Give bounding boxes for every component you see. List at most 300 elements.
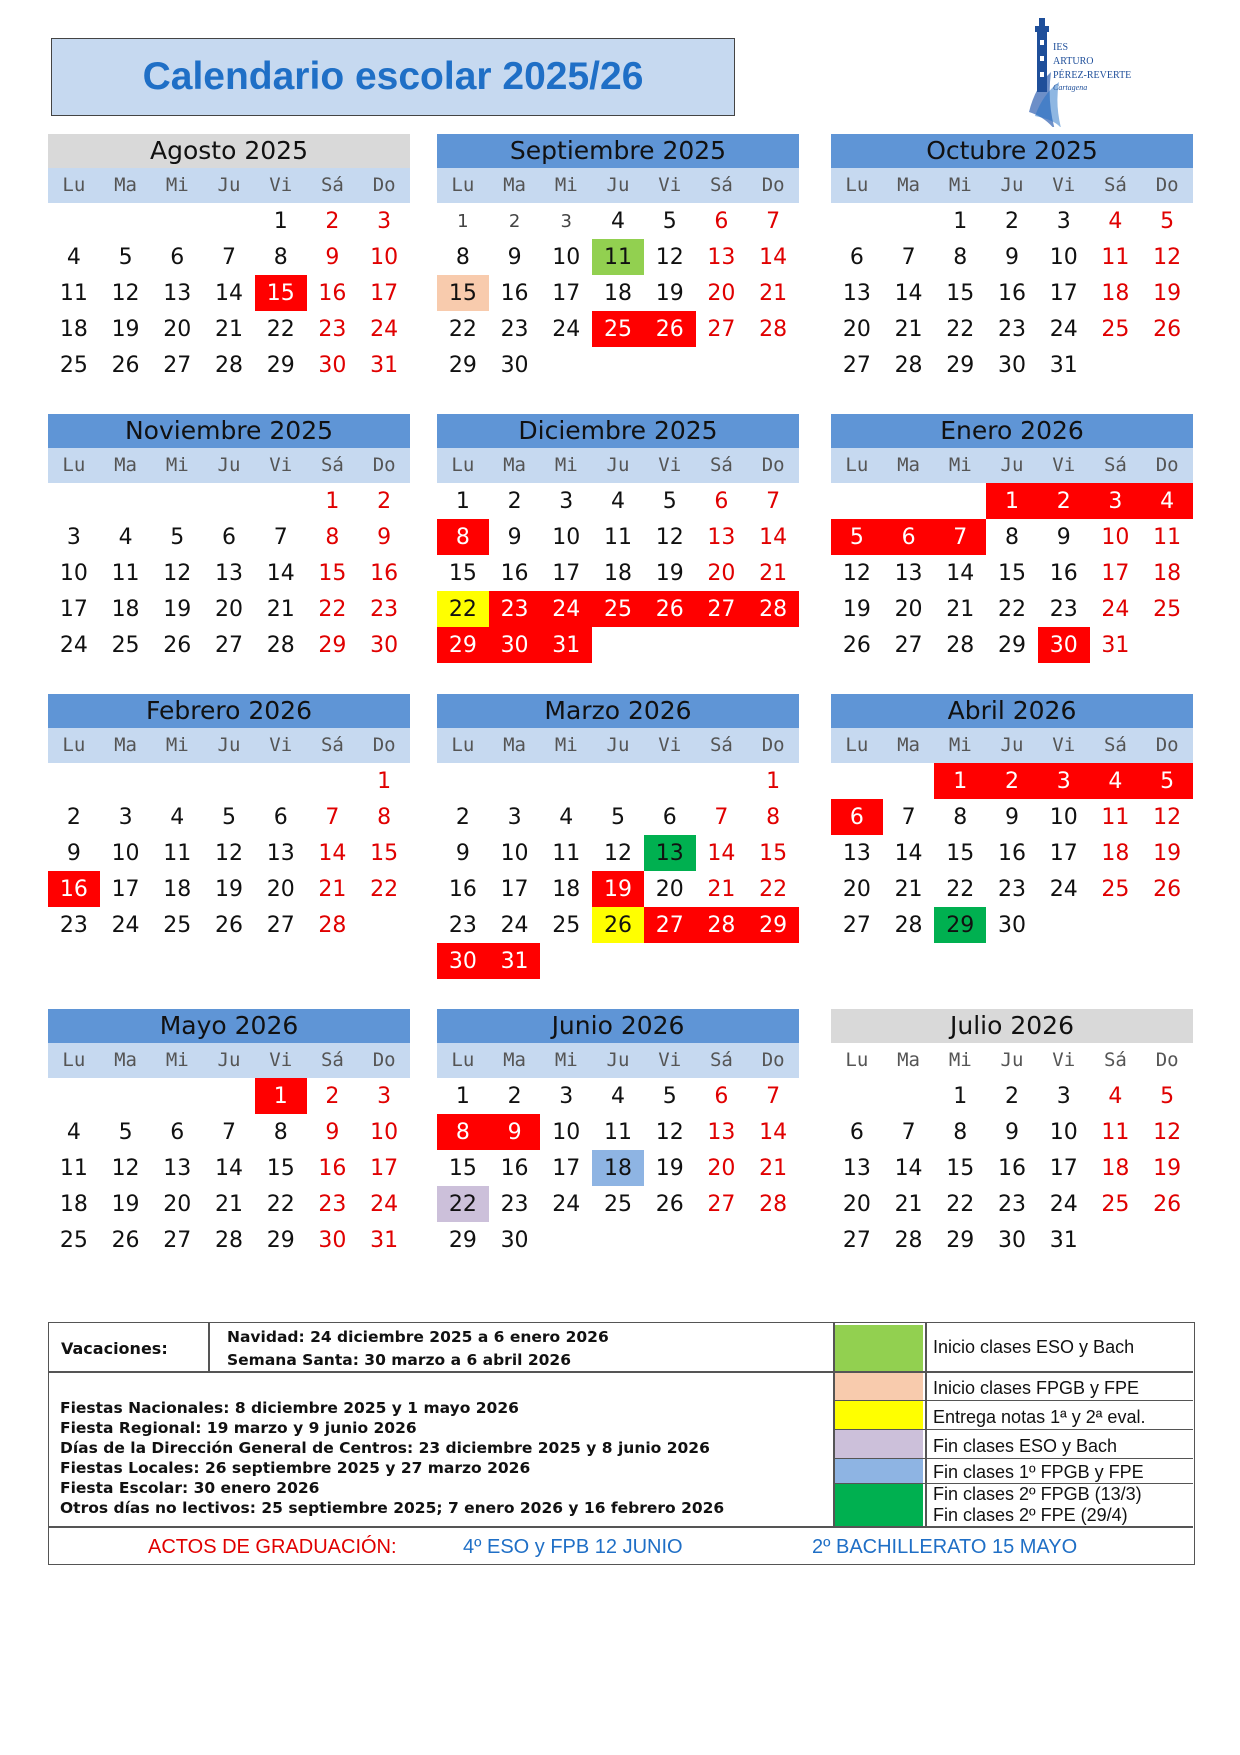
weekday-label: Mi <box>554 174 578 196</box>
graduation-bach: 2º BACHILLERATO 15 MAYO <box>812 1536 1078 1558</box>
day-cell: 15 <box>946 280 975 306</box>
empty-cell <box>255 763 307 799</box>
swatch-light-green <box>835 1325 923 1371</box>
day-cell: 15 <box>759 840 788 866</box>
weekday-label: Mi <box>165 1049 189 1071</box>
day-cell: 3 <box>1090 483 1142 519</box>
day-cell: 2 <box>507 488 522 514</box>
day-cell: 14 <box>214 1155 243 1181</box>
month-title: Julio 2026 <box>831 1009 1193 1043</box>
day-cell: 2 <box>1004 1083 1019 1109</box>
day-cell: 28 <box>894 352 923 378</box>
day-cell: 1 <box>457 210 469 232</box>
day-cell: 26 <box>592 907 644 943</box>
day-grid <box>831 1078 1193 1258</box>
day-cell: 8 <box>1004 524 1019 550</box>
day-cell: 3 <box>507 804 522 830</box>
month-5 <box>831 414 1193 663</box>
svg-text:Cartagena: Cartagena <box>1053 83 1088 92</box>
day-cell: 27 <box>842 1227 871 1253</box>
day-cell: 17 <box>552 1155 581 1181</box>
weekday-label: Lu <box>451 454 475 476</box>
weekday-label: Vi <box>658 174 682 196</box>
day-cell: 19 <box>1153 840 1182 866</box>
empty-cell <box>437 763 489 799</box>
day-cell: 11 <box>163 840 192 866</box>
day-cell: 16 <box>500 1155 529 1181</box>
day-cell: 24 <box>500 912 529 938</box>
weekday-label: Sá <box>320 174 344 196</box>
day-cell: 20 <box>163 1191 192 1217</box>
weekday-label: Sá <box>320 454 344 476</box>
day-cell: 30 <box>318 352 347 378</box>
day-cell: 8 <box>953 244 968 270</box>
weekday-label: Ma <box>503 734 526 756</box>
key-inicio-eso: Inicio clases ESO y Bach <box>933 1337 1135 1357</box>
legend <box>48 1322 1195 1565</box>
day-cell: 23 <box>318 1191 347 1217</box>
day-cell: 10 <box>370 244 399 270</box>
month-6 <box>48 694 410 943</box>
day-cell: 21 <box>759 1155 788 1181</box>
day-cell: 21 <box>266 596 295 622</box>
weekday-label: Do <box>1155 734 1179 756</box>
day-cell: 24 <box>552 1191 581 1217</box>
day-cell: 19 <box>842 596 871 622</box>
day-cell: 21 <box>318 876 347 902</box>
day-cell: 30 <box>997 1227 1026 1253</box>
day-cell: 24 <box>370 316 399 342</box>
day-cell: 26 <box>842 632 871 658</box>
weekday-label: Vi <box>658 734 682 756</box>
day-cell: 13 <box>707 244 736 270</box>
day-cell: 20 <box>842 1191 871 1217</box>
day-cell: 24 <box>552 316 581 342</box>
empty-cell <box>592 763 644 799</box>
day-cell: 10 <box>500 840 529 866</box>
day-cell: 30 <box>997 912 1026 938</box>
day-cell: 21 <box>894 876 923 902</box>
day-cell: 19 <box>655 1155 684 1181</box>
weekday-label: Mi <box>554 734 578 756</box>
day-cell: 24 <box>540 591 592 627</box>
empty-cell <box>151 483 203 519</box>
day-cell: 19 <box>1153 280 1182 306</box>
day-cell: 15 <box>448 560 477 586</box>
day-grid <box>48 763 410 943</box>
weekday-label: Vi <box>269 734 293 756</box>
day-cell: 18 <box>1101 840 1130 866</box>
day-cell: 29 <box>747 907 799 943</box>
month-title: Agosto 2025 <box>48 134 410 168</box>
note-otros-dias: Otros días no lectivos: 25 septiembre 2025; 7 enero 2026 y 16 febrero 2026 <box>60 1499 725 1517</box>
weekday-label: Do <box>761 1049 785 1071</box>
day-cell: 20 <box>707 560 736 586</box>
day-cell: 17 <box>552 560 581 586</box>
day-cell: 25 <box>1153 596 1182 622</box>
day-cell: 11 <box>111 560 140 586</box>
day-cell: 8 <box>377 804 392 830</box>
day-cell: 29 <box>934 907 986 943</box>
day-cell: 18 <box>552 876 581 902</box>
day-cell: 7 <box>325 804 340 830</box>
day-cell: 26 <box>111 352 140 378</box>
empty-cell <box>883 1078 935 1114</box>
key-entrega-notas: Entrega notas 1ª y 2ª eval. <box>933 1407 1146 1427</box>
weekday-label: Ma <box>114 454 137 476</box>
month-2 <box>831 134 1193 383</box>
day-cell: 11 <box>1101 1119 1130 1145</box>
weekday-label: Ma <box>114 734 137 756</box>
day-cell: 11 <box>552 840 581 866</box>
day-cell: 13 <box>707 1119 736 1145</box>
month-title: Junio 2026 <box>437 1009 799 1043</box>
day-cell: 5 <box>1160 208 1175 234</box>
day-cell: 2 <box>377 488 392 514</box>
day-cell: 5 <box>1160 1083 1175 1109</box>
weekday-label: Ma <box>503 1049 526 1071</box>
day-cell: 9 <box>1004 244 1019 270</box>
day-cell: 23 <box>318 316 347 342</box>
empty-cell <box>48 1078 100 1114</box>
svg-text:ARTURO: ARTURO <box>1053 56 1094 67</box>
day-cell: 15 <box>255 275 307 311</box>
weekday-label: Ju <box>217 1049 241 1071</box>
day-cell: 31 <box>489 943 541 979</box>
weekday-row <box>437 448 799 483</box>
day-cell: 22 <box>759 876 788 902</box>
day-cell: 21 <box>214 1191 243 1217</box>
day-cell: 19 <box>1153 1155 1182 1181</box>
day-cell: 8 <box>273 244 288 270</box>
weekday-row <box>48 448 410 483</box>
month-4 <box>437 414 799 663</box>
key-inicio-fpgb: Inicio clases FPGB y FPE <box>933 1378 1140 1398</box>
day-cell: 2 <box>508 210 521 232</box>
weekday-label: Mi <box>948 454 972 476</box>
day-cell: 31 <box>370 1227 399 1253</box>
day-cell: 19 <box>163 596 192 622</box>
day-cell: 6 <box>883 519 935 555</box>
day-cell: 12 <box>1153 244 1182 270</box>
weekday-label: Vi <box>269 174 293 196</box>
day-cell: 3 <box>560 210 572 232</box>
empty-cell <box>203 1078 255 1114</box>
day-cell: 17 <box>1049 840 1078 866</box>
day-cell: 12 <box>111 280 140 306</box>
month-title: Abril 2026 <box>831 694 1193 728</box>
day-cell: 2 <box>325 1083 340 1109</box>
weekday-label: Mi <box>554 1049 578 1071</box>
day-cell: 12 <box>1153 1119 1182 1145</box>
semana-santa-note: Semana Santa: 30 marzo a 6 abril 2026 <box>227 1351 571 1369</box>
day-cell: 6 <box>662 804 677 830</box>
weekday-label: Lu <box>62 454 86 476</box>
month-0 <box>48 134 410 383</box>
day-cell: 3 <box>559 1083 574 1109</box>
key-fin-2-fpgb: Fin clases 2º FPGB (13/3) <box>933 1484 1142 1504</box>
day-cell: 25 <box>1101 876 1130 902</box>
weekday-row <box>831 728 1193 763</box>
day-cell: 5 <box>221 804 236 830</box>
weekday-label: Ma <box>897 1049 920 1071</box>
day-cell: 20 <box>266 876 295 902</box>
day-cell: 13 <box>163 280 192 306</box>
day-cell: 10 <box>552 1119 581 1145</box>
empty-cell <box>255 483 307 519</box>
day-cell: 25 <box>111 632 140 658</box>
day-cell: 22 <box>946 876 975 902</box>
day-cell: 18 <box>163 876 192 902</box>
day-cell: 20 <box>655 876 684 902</box>
day-cell: 31 <box>370 352 399 378</box>
empty-cell <box>100 1078 152 1114</box>
day-cell: 24 <box>370 1191 399 1217</box>
day-cell: 1 <box>325 488 340 514</box>
weekday-label: Mi <box>165 174 189 196</box>
day-cell: 9 <box>1056 524 1071 550</box>
navidad-note: Navidad: 24 diciembre 2025 a 6 enero 2026 <box>227 1328 609 1346</box>
day-cell: 4 <box>610 488 625 514</box>
month-title: Octubre 2025 <box>831 134 1193 168</box>
svg-text:IES: IES <box>1053 42 1068 53</box>
day-cell: 16 <box>318 280 347 306</box>
day-cell: 19 <box>111 316 140 342</box>
day-cell: 31 <box>1049 1227 1078 1253</box>
month-1 <box>437 134 799 383</box>
weekday-row <box>437 168 799 203</box>
day-cell: 22 <box>946 1191 975 1217</box>
weekday-row <box>48 728 410 763</box>
day-cell: 27 <box>696 591 748 627</box>
weekday-label: Lu <box>845 174 869 196</box>
day-cell: 28 <box>266 632 295 658</box>
weekday-label: Do <box>372 1049 396 1071</box>
month-title: Febrero 2026 <box>48 694 410 728</box>
empty-cell <box>489 763 541 799</box>
day-cell: 14 <box>946 560 975 586</box>
day-cell: 9 <box>66 840 81 866</box>
day-grid <box>48 203 410 383</box>
weekday-label: Mi <box>948 734 972 756</box>
day-cell: 10 <box>1049 1119 1078 1145</box>
day-cell: 23 <box>1049 596 1078 622</box>
day-cell: 27 <box>214 632 243 658</box>
day-cell: 2 <box>507 1083 522 1109</box>
day-cell: 23 <box>500 1191 529 1217</box>
key-fin-2-fpe: Fin clases 2º FPE (29/4) <box>933 1505 1128 1525</box>
day-cell: 15 <box>266 1155 295 1181</box>
weekday-label: Do <box>372 174 396 196</box>
day-cell: 1 <box>455 488 470 514</box>
day-cell: 22 <box>266 316 295 342</box>
day-cell: 11 <box>1153 524 1182 550</box>
day-cell: 22 <box>437 1186 489 1222</box>
day-cell: 18 <box>1153 560 1182 586</box>
day-cell: 17 <box>552 280 581 306</box>
day-cell: 20 <box>842 876 871 902</box>
weekday-label: Sá <box>709 734 733 756</box>
day-cell: 6 <box>714 1083 729 1109</box>
day-cell: 22 <box>318 596 347 622</box>
day-cell: 16 <box>318 1155 347 1181</box>
empty-cell <box>307 763 359 799</box>
day-cell: 2 <box>66 804 81 830</box>
day-cell: 27 <box>707 1191 736 1217</box>
empty-cell <box>883 203 935 239</box>
day-cell: 6 <box>831 799 883 835</box>
day-cell: 13 <box>842 1155 871 1181</box>
weekday-label: Ju <box>1000 1049 1024 1071</box>
day-cell: 4 <box>610 208 625 234</box>
day-cell: 14 <box>894 280 923 306</box>
weekday-label: Ju <box>606 174 630 196</box>
day-cell: 16 <box>500 280 529 306</box>
weekday-label: Sá <box>320 1049 344 1071</box>
empty-cell <box>831 483 883 519</box>
day-cell: 28 <box>747 591 799 627</box>
day-cell: 21 <box>946 596 975 622</box>
day-cell: 6 <box>170 1119 185 1145</box>
day-cell: 25 <box>59 352 88 378</box>
weekday-label: Lu <box>62 174 86 196</box>
day-cell: 28 <box>894 1227 923 1253</box>
day-cell: 19 <box>655 560 684 586</box>
day-cell: 10 <box>552 244 581 270</box>
day-cell: 9 <box>1004 804 1019 830</box>
day-cell: 19 <box>655 280 684 306</box>
day-cell: 29 <box>448 352 477 378</box>
day-cell: 16 <box>997 1155 1026 1181</box>
day-cell: 12 <box>655 244 684 270</box>
weekday-label: Lu <box>845 734 869 756</box>
day-cell: 4 <box>1141 483 1193 519</box>
day-cell: 18 <box>592 1150 644 1186</box>
weekday-row <box>437 1043 799 1078</box>
weekday-label: Vi <box>269 454 293 476</box>
day-cell: 4 <box>66 244 81 270</box>
day-cell: 28 <box>759 1191 788 1217</box>
day-cell: 25 <box>1101 316 1130 342</box>
day-cell: 5 <box>662 1083 677 1109</box>
note-fiesta-regional: Fiesta Regional: 19 marzo y 9 junio 2026 <box>60 1419 417 1437</box>
day-cell: 7 <box>221 1119 236 1145</box>
day-cell: 28 <box>318 912 347 938</box>
day-cell: 2 <box>455 804 470 830</box>
day-cell: 22 <box>946 316 975 342</box>
day-cell: 24 <box>1049 1191 1078 1217</box>
day-cell: 8 <box>953 804 968 830</box>
day-cell: 19 <box>111 1191 140 1217</box>
day-cell: 14 <box>894 1155 923 1181</box>
day-cell: 21 <box>894 316 923 342</box>
day-cell: 28 <box>214 1227 243 1253</box>
day-cell: 30 <box>1038 627 1090 663</box>
day-cell: 6 <box>273 804 288 830</box>
day-cell: 18 <box>603 560 632 586</box>
day-cell: 18 <box>603 280 632 306</box>
day-cell: 11 <box>1101 244 1130 270</box>
day-cell: 5 <box>118 244 133 270</box>
day-cell: 25 <box>552 912 581 938</box>
day-cell: 26 <box>1153 876 1182 902</box>
day-cell: 1 <box>953 1083 968 1109</box>
day-cell: 28 <box>946 632 975 658</box>
day-cell: 1 <box>455 1083 470 1109</box>
day-cell: 23 <box>997 316 1026 342</box>
day-cell: 7 <box>714 804 729 830</box>
weekday-label: Mi <box>165 734 189 756</box>
empty-cell <box>203 483 255 519</box>
weekday-label: Lu <box>451 174 475 196</box>
day-cell: 16 <box>1049 560 1078 586</box>
day-cell: 27 <box>894 632 923 658</box>
empty-cell <box>644 763 696 799</box>
empty-cell <box>883 763 935 799</box>
title-box <box>51 38 735 116</box>
day-cell: 1 <box>766 768 781 794</box>
day-cell: 8 <box>766 804 781 830</box>
weekday-label: Mi <box>165 454 189 476</box>
day-cell: 28 <box>214 352 243 378</box>
weekday-label: Ma <box>503 454 526 476</box>
day-cell: 9 <box>507 524 522 550</box>
day-cell: 17 <box>1101 560 1130 586</box>
empty-cell <box>100 763 152 799</box>
day-cell: 8 <box>437 519 489 555</box>
weekday-label: Vi <box>1052 734 1076 756</box>
day-cell: 21 <box>894 1191 923 1217</box>
day-cell: 19 <box>214 876 243 902</box>
day-cell: 18 <box>1101 1155 1130 1181</box>
day-cell: 9 <box>507 244 522 270</box>
page-title: Calendario escolar 2025/26 <box>142 55 644 98</box>
day-cell: 10 <box>552 524 581 550</box>
day-cell: 10 <box>370 1119 399 1145</box>
day-cell: 3 <box>118 804 133 830</box>
day-cell: 25 <box>592 591 644 627</box>
day-cell: 4 <box>1090 763 1142 799</box>
weekday-label: Ju <box>1000 734 1024 756</box>
day-cell: 29 <box>266 1227 295 1253</box>
day-cell: 3 <box>1038 763 1090 799</box>
day-grid <box>437 763 799 979</box>
weekday-label: Ju <box>1000 174 1024 196</box>
day-cell: 15 <box>946 1155 975 1181</box>
month-title: Noviembre 2025 <box>48 414 410 448</box>
key-fin-eso: Fin clases ESO y Bach <box>933 1436 1118 1456</box>
day-grid <box>437 1078 799 1258</box>
weekday-label: Ma <box>503 174 526 196</box>
day-cell: 8 <box>953 1119 968 1145</box>
day-cell: 3 <box>559 488 574 514</box>
day-cell: 4 <box>559 804 574 830</box>
empty-cell <box>151 1078 203 1114</box>
day-grid <box>48 483 410 663</box>
day-cell: 9 <box>455 840 470 866</box>
day-cell: 8 <box>325 524 340 550</box>
weekday-label: Do <box>761 174 785 196</box>
day-cell: 15 <box>946 840 975 866</box>
school-logo <box>1015 12 1165 127</box>
day-cell: 20 <box>214 596 243 622</box>
day-cell: 24 <box>111 912 140 938</box>
day-cell: 15 <box>437 275 489 311</box>
day-cell: 8 <box>455 244 470 270</box>
day-cell: 26 <box>111 1227 140 1253</box>
empty-cell <box>48 483 100 519</box>
month-title: Marzo 2026 <box>437 694 799 728</box>
